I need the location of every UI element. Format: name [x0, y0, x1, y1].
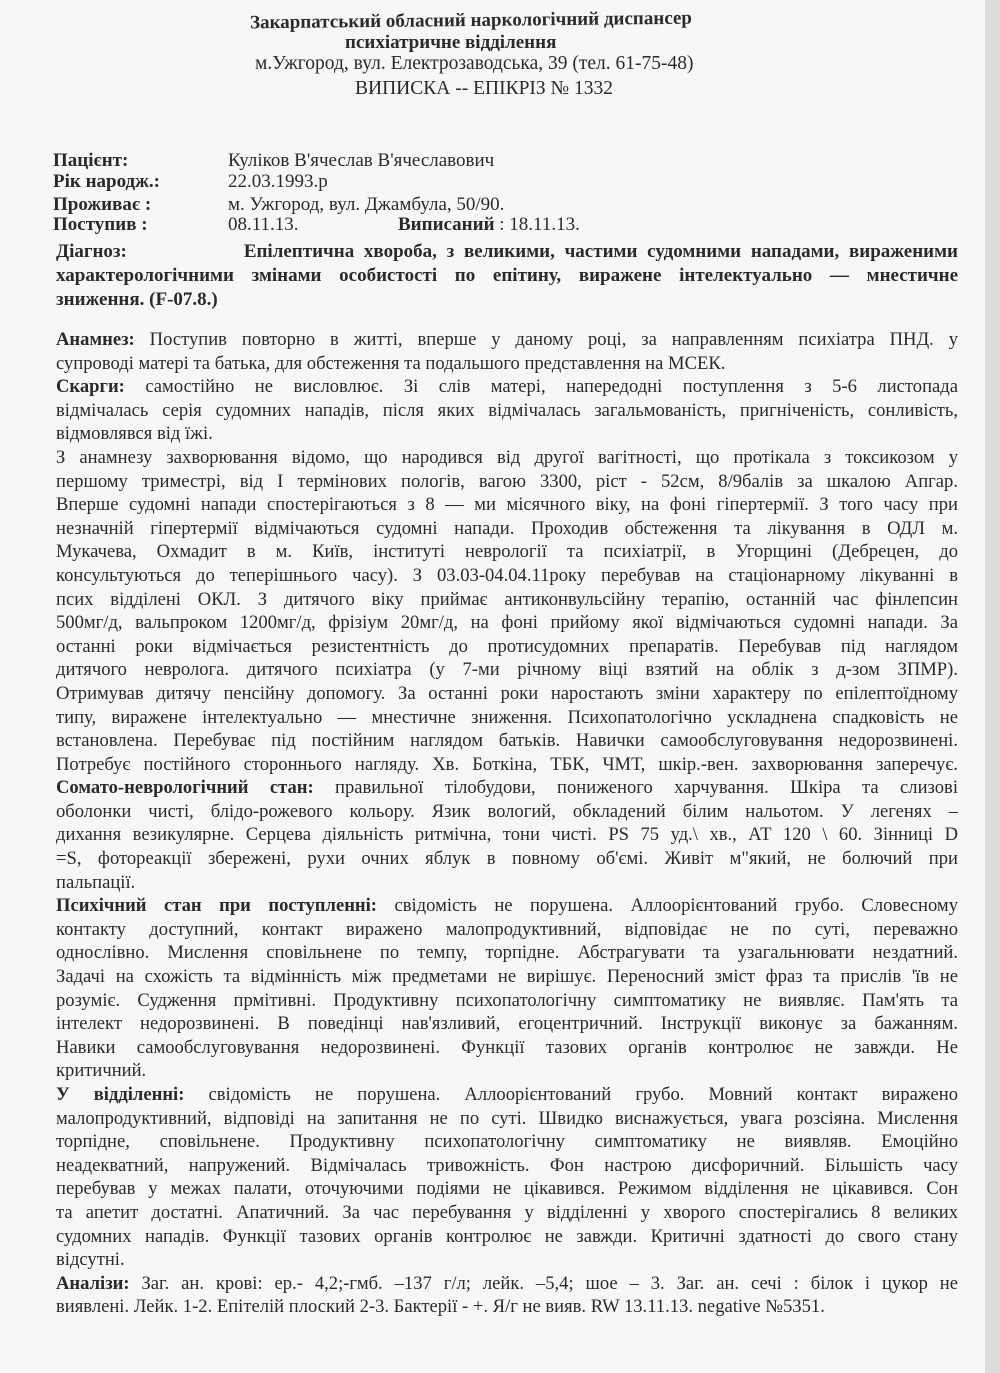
body-line	[56, 352, 958, 376]
body-line	[56, 753, 958, 777]
body-line-text: відсутні.	[56, 1249, 125, 1271]
body-line	[56, 1201, 958, 1225]
body-line-text: та апетит достатні. Апатичний. За час перебування у відділенні у хворого спостерігались 8 великих	[56, 1201, 958, 1223]
body-line-text: інтелект недорозвинені. В поведінці нав'язливий, егоцентричний. Інструкції виконує за бажанням.	[56, 1013, 958, 1035]
body-line-text: самостійно не висловлює. Зі слів матері, напередодні поступлення з 5-6 листопада	[124, 376, 958, 398]
birth-date: 22.03.1993.р	[228, 171, 328, 192]
discharged	[398, 214, 580, 236]
body-line	[56, 1059, 958, 1083]
body-line	[56, 894, 958, 918]
body-line-text: свідомість не порушена. Аллоорієнтований грубо. Словесному	[376, 895, 958, 917]
diagnosis-line: характерологічними змінами особистості по епітину, виражене інтелектуально — мнестичне	[56, 265, 958, 286]
diagnosis-text: Епілептична хвороба, з великими, частими судомними нападами, вираженими	[243, 241, 958, 262]
admitted-label: Поступив :	[53, 214, 148, 235]
residence-label: Проживає :	[53, 194, 152, 215]
body-line	[56, 847, 958, 871]
body-line-text: =S, фотореакції збережені, рухи очних яблук в повному об'ємі. Живіт м"який, не болючий при	[56, 848, 958, 870]
body-line	[56, 588, 958, 612]
body-line-text: типу, виражене інтелектуально — мнестичне зниження. Психопатологічно ускладнена спадковість не	[56, 706, 958, 728]
body-line	[56, 540, 958, 564]
body-line-text: контакту доступний, контакт виражено малопродуктивний, відповідає не по суті, переважно	[56, 918, 958, 940]
body-line-text: критичний.	[56, 1060, 147, 1082]
section-label: Анамнез:	[56, 329, 135, 350]
body-line-text: виявлені. Лейк. 1-2. Епітелій плоский 2-3. Бактерії - +. Я/г не вияв. RW 13.11.13. negative №5351.	[56, 1296, 825, 1318]
body-line	[56, 611, 958, 635]
body-line	[56, 493, 958, 517]
institution-address: м.Ужгород, вул. Електрозаводська, 39 (тел. 61-75-48)	[255, 53, 694, 74]
body-line-text: 500мг/д, вальпроком 1200мг/д, фрізіум 20мг/д, на фоні прийому якої відмічаються судомні напади. За	[56, 612, 958, 634]
birth-label: Рік народж.:	[53, 171, 161, 192]
body-line-text: Поступив повторно в житті, вперше у даному році, за направленням психіатра ПНД. у	[134, 329, 958, 350]
body-line-text: перебував у межах палати, оточуючими подіями не цікавився. Режимом відділення не цікавився. Сон	[56, 1178, 958, 1200]
body-line-text: відмовлявся від їжі.	[56, 423, 213, 445]
body-line	[56, 1295, 958, 1319]
body-line	[56, 446, 958, 470]
body-line-text: незначній гіпертермії відмічаються судомні напади. Проходив обстеження та лікування в ОДЛ м.	[56, 517, 958, 539]
body-line	[56, 470, 958, 494]
body-line	[56, 918, 958, 942]
body-line	[56, 564, 958, 588]
diagnosis-line	[56, 240, 958, 264]
institution-name: Закарпатський обласний наркологічний диспансер	[249, 7, 693, 34]
section-label: У відділенні:	[56, 1084, 185, 1105]
body-line	[56, 1177, 958, 1201]
body-line	[56, 328, 958, 352]
body-line-text: розуміє. Судження прмітивні. Продуктивну психопатологічну симптоматику не виявляє. Пам'ять та	[56, 989, 958, 1011]
section-label: Скарги:	[56, 376, 125, 398]
body-line	[56, 706, 958, 730]
body-line	[56, 941, 958, 965]
body-line-text: судомних нападів. Функції тазових органів контролює не завжди. Критичні здатності до свого стану	[56, 1225, 958, 1247]
body-line	[56, 1130, 958, 1154]
body-line	[56, 658, 958, 682]
body-line-text: Вперше судомні напади спостерігаються з 8 — ми місячного віку, на фоні гіпертермії. З того часу при	[56, 494, 958, 516]
body-line	[56, 635, 958, 659]
body-line	[56, 375, 958, 399]
body-line	[56, 517, 958, 541]
body-line	[56, 989, 958, 1013]
diagnosis-line: зниження. (F-07.8.)	[56, 289, 218, 310]
diagnosis-label: Діагноз:	[56, 241, 127, 262]
body-line	[56, 399, 958, 423]
body-line	[56, 800, 958, 824]
epicrisis-body	[56, 308, 958, 1319]
body-line-text: неадекватний, напружений. Відмічалась тривожність. Фон настрою дисфоричний. Більшість часу	[56, 1154, 958, 1176]
body-line	[56, 1154, 958, 1178]
body-line-text: правильної тілобудови, пониженого харчування. Шкіра та слизові	[313, 777, 958, 799]
body-line-text: Мукачева, Охмадит в м. Київ, інституті неврології та психіатрії, в Угорщині (Дебрецен, до	[56, 541, 958, 563]
body-line	[56, 422, 958, 446]
body-line-text: псих відділені ОКЛ. З дитячого віку приймає антиконвульсійну терапію, останній час фінлепсин	[56, 588, 958, 610]
body-line-text: однослівно. Мислення сповільнене по темпу, торпідне. Абстрагувати та узагальнювати нездатний.	[56, 942, 958, 964]
body-line-text: відмічалась серія судомних нападів, після яких відмічалась загальмованість, пригніченість, сонливість,	[56, 399, 958, 421]
body-line-text: пальпації.	[56, 871, 136, 893]
body-line-text: малопродуктивний, відповіді на запитання не по суті. Швидко виснажується, увага розсіяна. Мислення	[56, 1107, 958, 1129]
residence-address: м. Ужгород, вул. Джамбула, 50/90.	[228, 194, 505, 215]
body-line-text: Навики самообслуговування недорозвинені. Функції тазових органів контролює не завжди. Не	[56, 1036, 958, 1058]
body-line-text: дитячого невролога. дитячого психіатра (у 7-ми річному віці взятий на облік з д-зом ЗПМР).	[56, 659, 958, 681]
body-line-text: консультуються до теперішнього часу). З 03.03-04.04.11року перебував на стаціонарному лікуванні в	[56, 564, 958, 586]
body-line	[56, 682, 958, 706]
discharged-date: : 18.11.13.	[494, 214, 580, 235]
admitted-date: 08.11.13.	[228, 214, 299, 235]
scan-edge	[985, 0, 1000, 1373]
body-line-text: Потребує постійного стороннього нагляду. Хв. Боткіна, ТБК, ЧМТ, шкір.-вен. захворювання заперечує.	[56, 753, 958, 775]
body-line	[56, 776, 958, 800]
body-line-text: Отримував дитячу пенсійну допомогу. За останні роки наростають зміни характеру по епілептоїдному	[56, 682, 958, 704]
diagnosis-block	[56, 240, 958, 312]
body-line	[56, 1248, 958, 1272]
discharged-label: Виписаний	[398, 214, 495, 235]
body-line-text: дихання везикулярне. Серцева діяльність ритмічна, тони чисті. PS 75 уд.\ хв., АТ 120 \ 60. Зінниці D	[56, 824, 958, 846]
body-line	[56, 871, 958, 895]
patient-name-label: Пацієнт:	[53, 150, 129, 171]
document-title: ВИПИСКА -- ЕПІКРІЗ № 1332	[355, 78, 614, 99]
patient-name: Куліков В'ячеслав В'ячеславович	[228, 150, 495, 171]
body-line-text: супроводі матері та батька, для обстеження та подальшого представлення на МСЕК.	[56, 352, 726, 374]
body-line	[56, 965, 958, 989]
body-line	[56, 1083, 958, 1107]
body-line-text: Заг. ан. крові: ер.- 4,2;-гмб. –137 г/л; лейк. –5,4; шое – 3. Заг. ан. сечі : білок і цукор не	[129, 1272, 958, 1294]
body-line	[56, 1036, 958, 1060]
body-line	[56, 729, 958, 753]
section-label: Сомато-неврологічний стан:	[56, 777, 314, 799]
department-name: психіатричне відділення	[345, 32, 557, 53]
body-line-text: свідомість не порушена. Аллоорієнтований грубо. Мовний контакт виражено	[184, 1084, 958, 1105]
body-line-text: оболонки чисті, блідо-рожевого кольору. Язик вологий, обкладений білим нальотом. У легенях –	[56, 800, 958, 822]
body-line-text: Задачі на схожість та відмінність між предметами не вирішує. Переносний зміст фраз та прислів 'їв не	[56, 966, 958, 988]
section-label: Психічний стан при поступленні:	[56, 895, 377, 917]
body-line	[56, 1225, 958, 1249]
body-line	[56, 1012, 958, 1036]
body-line	[56, 823, 958, 847]
body-line	[56, 1272, 958, 1296]
body-line-text: торпідне, сповільнене. Продуктивну психопатологічну симптоматику не виявляв. Емоційно	[56, 1131, 958, 1153]
body-line	[56, 1107, 958, 1131]
section-label: Аналізи:	[56, 1272, 130, 1294]
body-line-text: останні роки відмічається резистентність до протисудомних препаратів. Перебував під наглядом	[56, 635, 958, 657]
body-line-text: першому триместрі, від І термінових пологів, вагою 3300, ріст - 52см, 8/9балів за шкалою Апгар.	[56, 470, 958, 492]
body-line-text: встановлена. Перебуває під постійним наглядом батьків. Навички самообслуговування недорозвинені.	[56, 730, 958, 752]
body-line-text: З анамнезу захворювання відомо, що народився від другої вагітності, що протікала з токсикозом у	[56, 446, 958, 468]
